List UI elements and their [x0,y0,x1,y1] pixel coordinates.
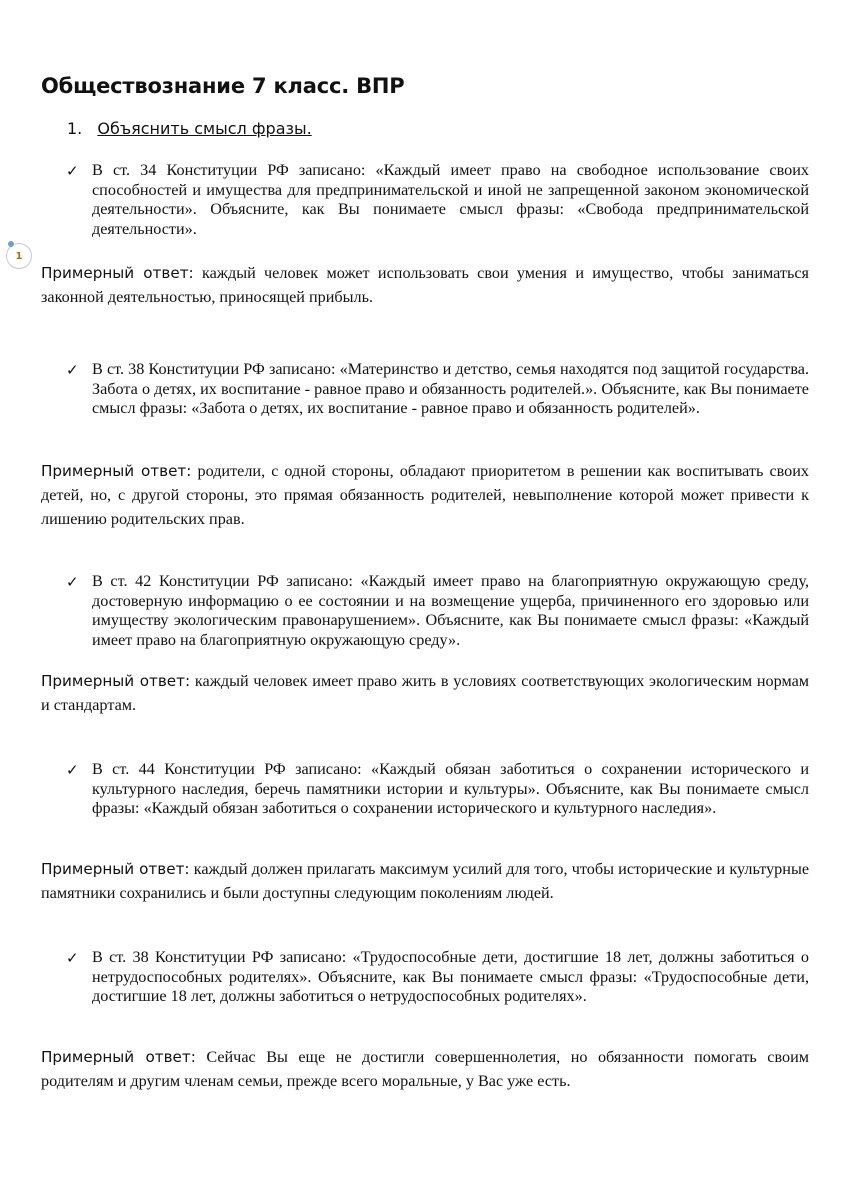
answer-text: Сейчас Вы еще не достигли совершеннолетия, но обязанности помогать своим родителям и другим членам семьи, прежде всего моральные, у Вас уже есть. [41,1048,809,1090]
question-item-1 [66,161,809,240]
answer-text: каждый человек имеет право жить в условиях соответствующих экологическим нормам и стандартам. [41,672,810,714]
answer-text: каждый человек может использовать свои умения и имущество, чтобы заниматься законной деятельностью, приносящей прибыль. [41,264,809,306]
comment-dot-icon [8,241,14,247]
section-heading [67,119,312,138]
checkmark-icon: ✓ [66,573,79,591]
question-text: В ст. 44 Конституции РФ записано: «Каждый обязан заботиться о сохранении исторического и культурного наследия, беречь памятники истории и культуры». Объясните, как Вы понимаете смысл фразы: «Каждый обязан заботиться о сохранении исторического и культурного наследия». [92,760,809,818]
checkmark-icon: ✓ [66,949,79,967]
checkmark-icon: ✓ [66,761,79,779]
answer-text: каждый должен прилагать максимум усилий для того, чтобы исторические и культурные памятники сохранились и были доступны следующим поколениям людей. [41,860,810,902]
answer-label: Примерный ответ: [41,860,190,878]
checkmark-icon: ✓ [66,361,79,379]
question-text: В ст. 42 Конституции РФ записано: «Каждый имеет право на благоприятную окружающую среду, достоверную информацию о ее состоянии и на возмещение ущерба, причиненного его здоровью или имуществу экологическим правонарушением». Объясните, как Вы понимаете смысл фразы: «Каждый имеет право на благоприятную окружающую среду». [92,572,809,650]
question-item-3 [66,572,809,651]
answer-item-1 [41,261,809,309]
question-item-4 [66,760,809,819]
question-text: В ст. 38 Конституции РФ записано: «Материнство и детство, семья находятся под защитой государства. Забота о детях, их воспитание - равное право и обязанность родителей.». Объясните, как Вы понимаете смысл фразы: «Забота о детях, их воспитание - равное право и обязанность родителей». [92,360,809,418]
answer-item-5 [41,1045,809,1093]
answer-label: Примерный ответ: [41,264,194,282]
question-text: В ст. 34 Конституции РФ записано: «Каждый имеет право на свободное использование своих способностей и имущества для предпринимательской и иной не запрещенной законом экономической деятельности». Объясните, как Вы понимаете смысл фразы: «Свобода предпринимательской деятельности». [92,161,809,239]
answer-item-2 [41,459,809,531]
section-heading-text: Объяснить смысл фразы. [97,119,312,138]
question-text: В ст. 38 Конституции РФ записано: «Трудоспособные дети, достигшие 18 лет, должны заботиться о нетрудоспособных родителях». Объясните, как Вы понимаете смысл фразы: «Трудоспособные дети, достигшие 18 лет, должны заботиться о нетрудоспособных родителях». [92,948,809,1006]
document-title: Обществознание 7 класс. ВПР [41,74,405,98]
answer-item-4 [41,857,809,905]
section-number: 1. [67,119,83,138]
answer-label: Примерный ответ: [41,672,191,690]
comment-marker[interactable]: 1 [6,243,32,269]
answer-text: родители, с одной стороны, обладают приоритетом в решении как воспитывать своих детей, но, с другой стороны, это прямая обязанность родителей, невыполнение которой может привести к лишению родительских прав. [41,462,810,528]
question-item-5 [66,948,809,1007]
answer-label: Примерный ответ: [41,462,192,480]
answer-item-3 [41,669,809,717]
checkmark-icon: ✓ [66,162,79,180]
question-item-2 [66,360,809,419]
answer-label: Примерный ответ: [41,1048,196,1066]
